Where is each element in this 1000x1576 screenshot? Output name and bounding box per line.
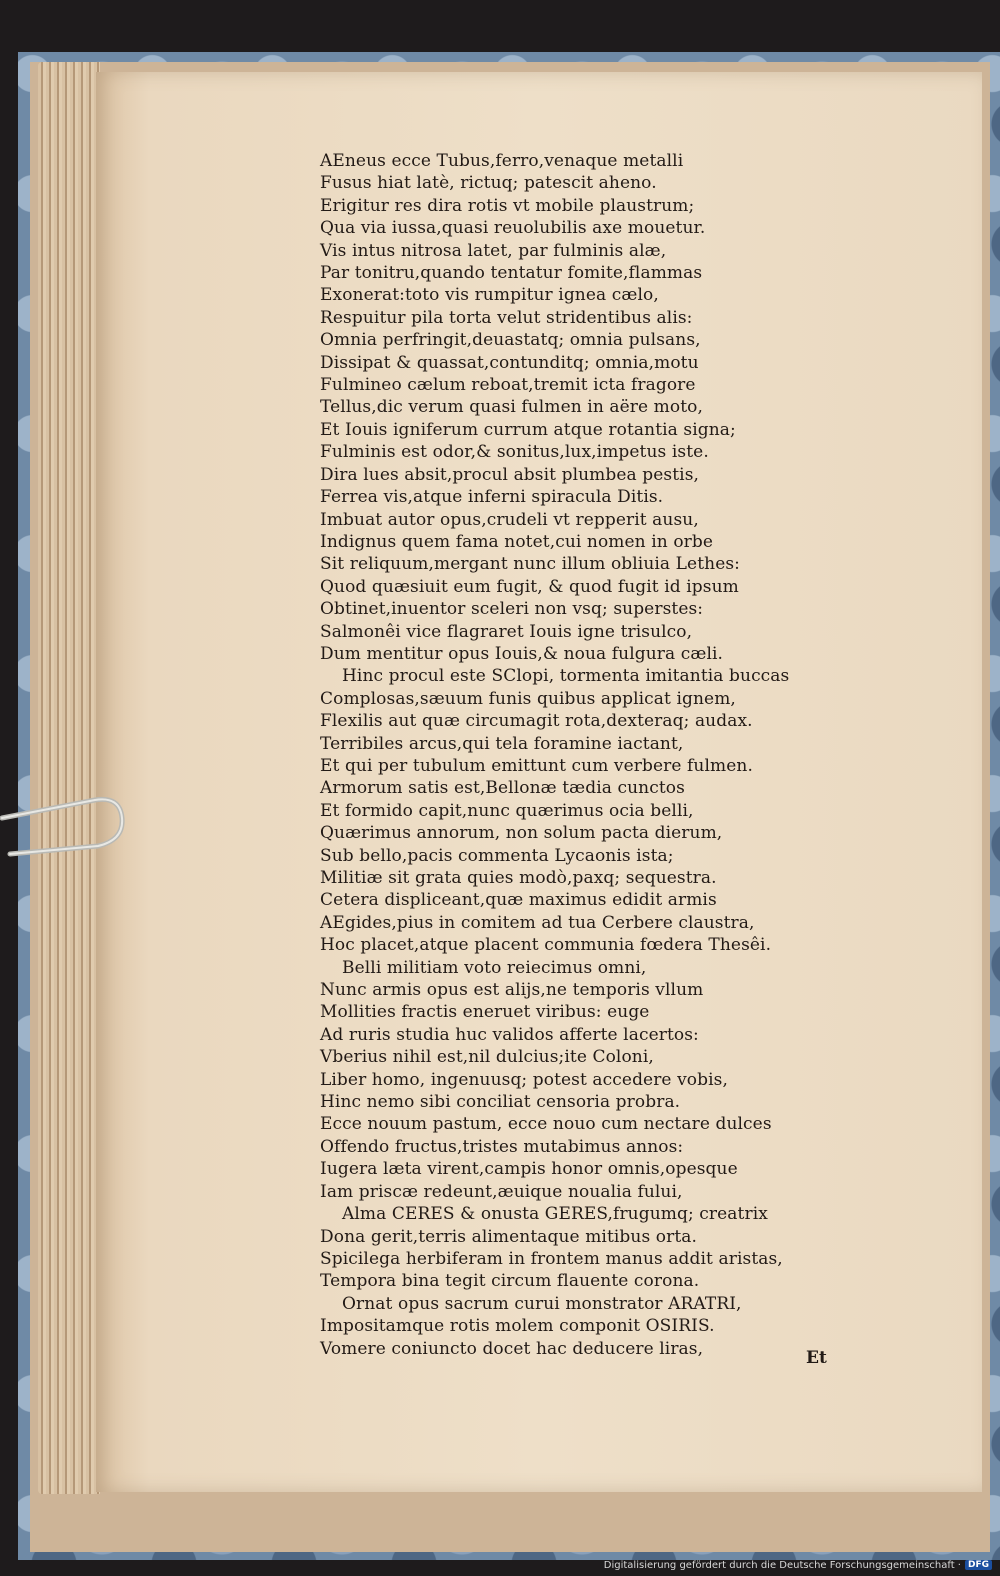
verse-line: Salmonêi vice flagraret Iouis igne trisulco, (320, 621, 693, 642)
verse-line: Hinc nemo sibi conciliat censoria probra. (320, 1092, 681, 1113)
verse-line: Hoc placet,atque placent communia fœdera Thesêi. (320, 935, 772, 956)
verse-line: Qua via iussa,quasi reuolubilis axe mouetur. (320, 218, 706, 239)
dfg-logo: DFG (965, 1560, 992, 1570)
verse-line: Tellus,dic verum quasi fulmen in aëre moto, (320, 397, 703, 418)
verse-line: Nunc armis opus est alijs,ne temporis vllum (320, 980, 704, 1001)
digitization-credit (604, 1558, 992, 1572)
verse-line: Dum mentitur opus Iouis,& noua fulgura cæli. (320, 643, 724, 664)
verse-line: Sub bello,pacis commenta Lycaonis ista; (320, 845, 674, 866)
verse-line: Dona gerit,terris alimentaque mitibus orta. (320, 1226, 698, 1247)
verse-line: Cetera displiceant,quæ maximus edidit armis (320, 890, 717, 911)
verse-line: Mollities fractis eneruet viribus: euge (320, 1002, 650, 1023)
verse-line: Par tonitru,quando tentatur fomite,flammas (320, 263, 703, 284)
verse-line: AEneus ecce Tubus,ferro,venaque metalli (320, 151, 684, 171)
verse-line: AEgides,pius in comitem ad tua Cerbere claustra, (320, 912, 755, 933)
verse-line: Tempora bina tegit circum flauente corona. (320, 1271, 700, 1292)
verse-line: Et qui per tubulum emittunt cum verbere fulmen. (320, 755, 753, 776)
verse-line: Dissipat & quassat,contunditq; omnia,motu (320, 352, 699, 373)
verse-line: Exonerat:toto vis rumpitur ignea cælo, (320, 285, 659, 306)
credit-text: Digitalisierung gefördert durch die Deutsche Forschungsgemeinschaft · (603, 1559, 961, 1571)
verse-line: Flexilis aut quæ circumagit rota,dexteraq; audax. (320, 711, 753, 732)
verse-line: Iam priscæ redeunt,æuique noualia fului, (320, 1181, 683, 1202)
verse-line: Ecce nouum pastum, ecce nouo cum nectare dulces (320, 1114, 772, 1135)
verse-line: Erigitur res dira rotis vt mobile plaustrum; (320, 195, 695, 216)
verse-line: Omnia perfringit,deuastatq; omnia pulsans, (320, 330, 701, 351)
verse-line: Offendo fructus,tristes mutabimus annos: (320, 1136, 684, 1157)
verse-line: Vis intus nitrosa latet, par fulminis alæ, (320, 240, 667, 261)
verse-line: Liber homo, ingenuusq; potest accedere vobis, (320, 1069, 728, 1090)
verse-line: Alma CERES & onusta GERES,frugumq; creatrix (342, 1204, 768, 1225)
verse-line: Terribiles arcus,qui tela foramine iactant, (320, 733, 684, 754)
verse-line: Hinc procul este SClopi, tormenta imitantia buccas (342, 666, 790, 687)
verse-line: Complosas,sæuum funis quibus applicat ignem, (320, 688, 736, 709)
verse-line: Militiæ sit grata quies modò,paxq; sequestra. (320, 868, 717, 888)
verse-line: Vberius nihil est,nil dulcius;ite Coloni, (320, 1047, 654, 1068)
verse-line: Et Iouis igniferum currum atque rotantia signa; (320, 419, 736, 440)
verse-line: Respuitur pila torta velut stridentibus alis: (320, 307, 693, 328)
verse-block (320, 150, 840, 1360)
verse-line: Et formido capit,nunc quærimus ocia belli, (320, 800, 694, 821)
verse-line: Fulminis est odor,& sonitus,lux,impetus iste. (320, 442, 709, 463)
verse-line: Iugera læta virent,campis honor omnis,opesque (320, 1159, 738, 1180)
verse-line: Ad ruris studia huc validos afferte lacertos: (320, 1024, 699, 1045)
verse-line: Ferrea vis,atque inferni spiracula Ditis. (320, 487, 664, 508)
verse-line: Vomere coniuncto docet hac deducere liras, (320, 1338, 704, 1359)
verse-line: Ornat opus sacrum curui monstrator ARATRI, (342, 1293, 742, 1314)
verse-line: Quærimus annorum, non solum pacta dierum, (320, 823, 723, 844)
verse-line: Imbuat autor opus,crudeli vt repperit ausu, (320, 509, 699, 530)
verse-line: Armorum satis est,Bellonæ tædia cunctos (320, 778, 685, 799)
page-edges (38, 62, 100, 1494)
catchword: Et (806, 1348, 827, 1368)
verse-line: Sit reliquum,mergant nunc illum obliuia Lethes: (320, 554, 741, 575)
verse-line: Spicilega herbiferam in frontem manus addit aristas, (320, 1248, 783, 1269)
verse-line: Fulmineo cælum reboat,tremit icta fragore (320, 375, 696, 396)
verse-line: Impositamque rotis molem componit OSIRIS. (320, 1316, 715, 1337)
verse-line: Quod quæsiuit eum fugit, & quod fugit id ipsum (320, 576, 739, 597)
verse-line: Belli militiam voto reiecimus omni, (342, 957, 647, 978)
paper-clip-icon (0, 788, 125, 858)
verse-line: Fusus hiat latè, rictuq; patescit aheno. (320, 173, 657, 194)
verse-line: Indignus quem fama notet,cui nomen in orbe (320, 531, 714, 552)
verse-line: Dira lues absit,procul absit plumbea pestis, (320, 464, 700, 485)
bleed-through-text (862, 172, 982, 1292)
verse-line: Obtinet,inuentor sceleri non vsq; superstes: (320, 599, 704, 620)
